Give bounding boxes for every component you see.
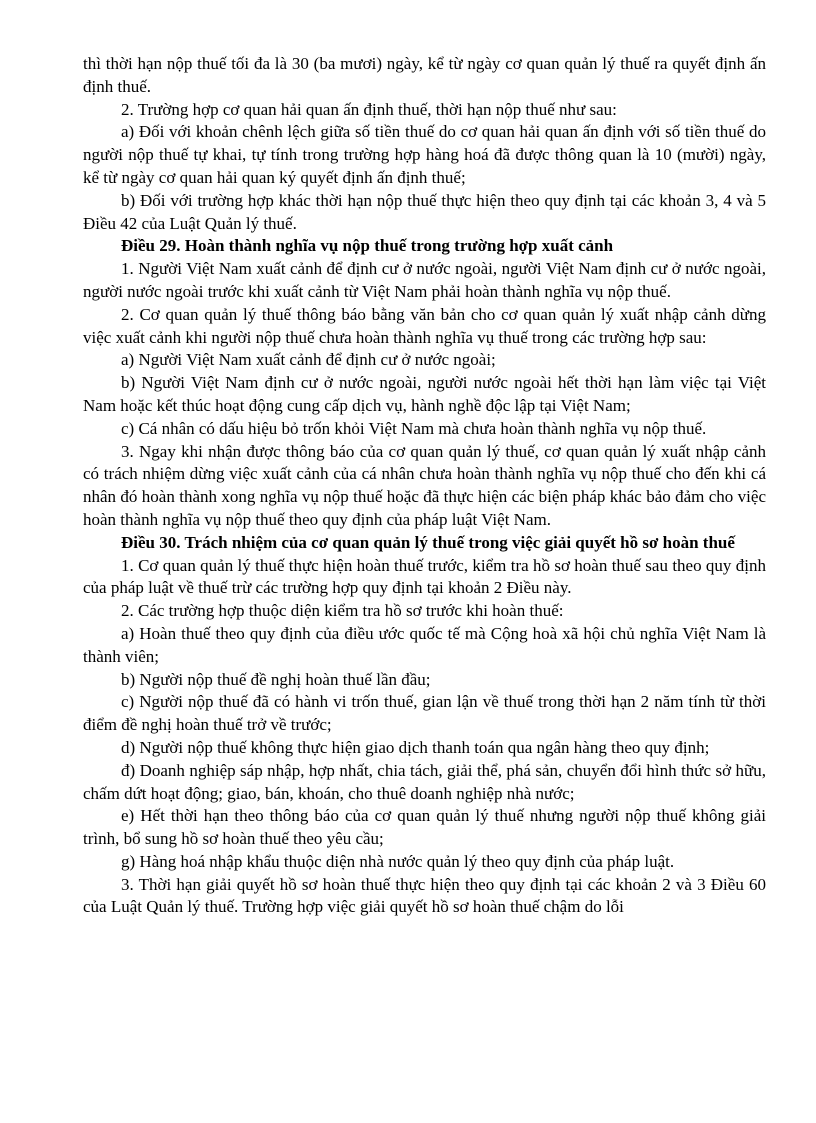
article-30-clause-2c: c) Người nộp thuế đã có hành vi trốn thuế, gian lận về thuế trong thời hạn 2 năm tính từ thời điểm đề nghị hoàn thuế trở về trước; (83, 692, 766, 735)
clause-2: 2. Trường hợp cơ quan hải quan ấn định thuế, thời hạn nộp thuế như sau: (121, 99, 617, 119)
article-29-clause-2c: c) Cá nhân có dấu hiệu bỏ trốn khỏi Việt Nam mà chưa hoàn thành nghĩa vụ nộp thuế. (121, 418, 707, 438)
article-30-clause-2dd: đ) Doanh nghiệp sáp nhập, hợp nhất, chia tách, giải thể, phá sản, chuyển đổi hình thức sở hữu, chấm dứt hoạt động; giao, bán, khoán, cho thuê doanh nghiệp nhà nước; (83, 760, 766, 803)
article-29-clause-1: 1. Người Việt Nam xuất cảnh để định cư ở nước ngoài, người Việt Nam định cư ở nước ngoài, người nước ngoài trước khi xuất cảnh từ Việt Nam phải hoàn thành nghĩa vụ nộp thuế. (83, 259, 766, 301)
paragraph-continuation: thì thời hạn nộp thuế tối đa là 30 (ba mươi) ngày, kể từ ngày cơ quan quản lý thuế ra quyết định ấn định thuế. (83, 54, 766, 96)
article-30-clause-3: 3. Thời hạn giải quyết hồ sơ hoàn thuế thực hiện theo quy định tại các khoản 2 và 3 Điều 60 của Luật Quản lý thuế. Trường hợp việc giải quyết hồ sơ hoàn thuế chậm do lỗi (83, 874, 766, 917)
article-30-clause-1: 1. Cơ quan quản lý thuế thực hiện hoàn thuế trước, kiểm tra hồ sơ hoàn thuế sau theo quy định của pháp luật về thuế trừ các trường hợp quy định tại khoản 2 Điều này. (83, 555, 766, 598)
article-30-clause-2g: g) Hàng hoá nhập khẩu thuộc diện nhà nước quản lý theo quy định của pháp luật. (121, 851, 675, 871)
article-29-clause-2: 2. Cơ quan quản lý thuế thông báo bằng văn bản cho cơ quan quản lý xuất nhập cảnh dừng việc xuất cảnh khi người nộp thuế chưa hoàn thành nghĩa vụ thuế trong các trường hợp sau: (83, 304, 766, 347)
article-30-heading: Điều 30. Trách nhiệm của cơ quan quản lý thuế trong việc giải quyết hồ sơ hoàn thuế (121, 532, 735, 552)
article-29-heading: Điều 29. Hoàn thành nghĩa vụ nộp thuế trong trường hợp xuất cảnh (121, 236, 614, 256)
clause-2a: a) Đối với khoản chênh lệch giữa số tiền thuế do cơ quan hải quan ấn định với số tiền thuế do người nộp thuế tự khai, tự tính trong trường hợp hàng hoá đã được thông quan là 10 (mười) ngày, kể từ ngày cơ quan hải quan ký quyết định ấn định thuế; (83, 122, 766, 187)
article-29-clause-3: 3. Ngay khi nhận được thông báo của cơ quan quản lý thuế, cơ quan quản lý xuất nhập cảnh có trách nhiệm dừng việc xuất cảnh của cá nhân chưa hoàn thành nghĩa vụ nộp thuế cho đến khi cá nhân đó hoàn thành xong nghĩa vụ nộp thuế hoặc đã thực hiện các biện pháp khác bảo đảm cho việc hoàn thành nghĩa vụ nộp thuế theo quy định của pháp luật Việt Nam. (83, 441, 766, 529)
article-30-clause-2: 2. Các trường hợp thuộc diện kiểm tra hồ sơ trước khi hoàn thuế: (121, 601, 564, 621)
clause-2b: b) Đối với trường hợp khác thời hạn nộp thuế thực hiện theo quy định tại các khoản 3, 4 và 5 Điều 42 của Luật Quản lý thuế. (83, 190, 766, 233)
article-29-clause-2b: b) Người Việt Nam định cư ở nước ngoài, người nước ngoài hết thời hạn làm việc tại Việt Nam hoặc kết thúc hoạt động cung cấp dịch vụ, hành nghề độc lập tại Việt Nam; (83, 373, 766, 415)
article-30-clause-2d: d) Người nộp thuế không thực hiện giao dịch thanh toán qua ngân hàng theo quy định; (121, 737, 710, 757)
article-30-clause-2e: e) Hết thời hạn theo thông báo của cơ quan quản lý thuế nhưng người nộp thuế không giải trình, bổ sung hồ sơ hoàn thuế theo yêu cầu; (83, 806, 766, 849)
article-29-clause-2a: a) Người Việt Nam xuất cảnh để định cư ở nước ngoài; (121, 350, 496, 370)
article-30-clause-2a: a) Hoàn thuế theo quy định của điều ước quốc tế mà Cộng hoà xã hội chủ nghĩa Việt Nam là thành viên; (83, 623, 766, 666)
article-30-clause-2b: b) Người nộp thuế đề nghị hoàn thuế lần đầu; (121, 669, 431, 689)
